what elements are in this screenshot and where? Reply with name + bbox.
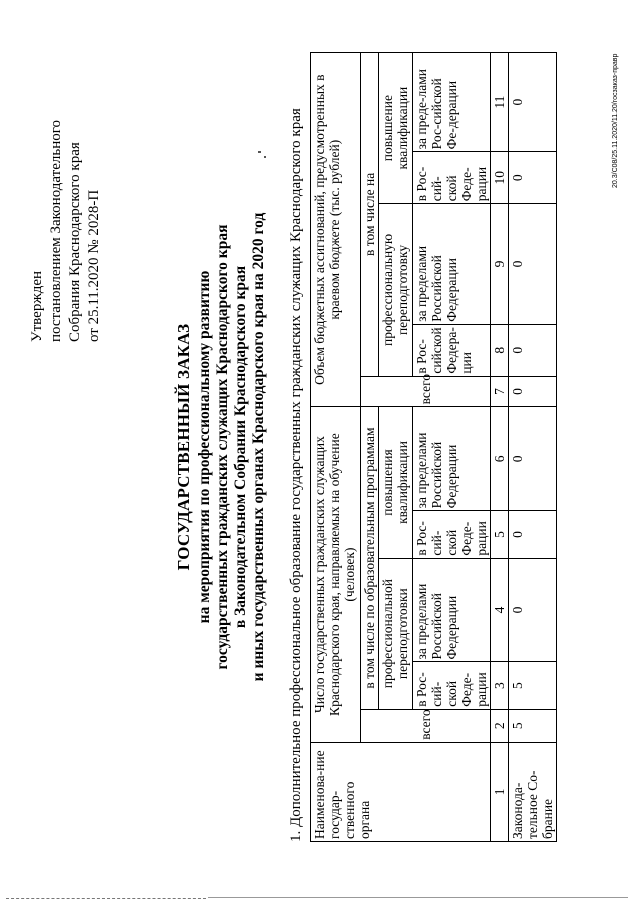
row-value: 0 (509, 53, 557, 152)
header-total: всего (361, 376, 491, 407)
header-qualification-acc: повышение квалификации (379, 53, 413, 204)
row-value: 0 (509, 204, 557, 324)
column-number: 4 (491, 558, 509, 662)
header-including-programs: в том числе по образовательным программам (361, 407, 379, 709)
row-value: 0 (509, 376, 557, 407)
document-subtitle: в Законодательном Собрании Краснодарского края (232, 265, 249, 629)
header-in-russia: в Рос-сий-ской Феде-рации (413, 152, 491, 204)
column-number: 10 (491, 152, 509, 204)
print-stamp: 20.3/С08/25.11.2020/11.20/госзаказ-правр (612, 53, 619, 188)
row-value: 0 (509, 511, 557, 558)
header-people-count: Число государственных гражданских служащих Краснодарского края, направляемых на обучение (человек) (311, 407, 361, 742)
header-outside-russia: за преде-лами Рос-сийской Фе-дерации (413, 53, 491, 152)
column-number-row (491, 53, 509, 842)
scan-edge-dashes (6, 898, 206, 899)
rotated-document-page (24, 52, 584, 842)
column-number: 11 (491, 53, 509, 152)
approval-block (28, 52, 104, 342)
column-number: 7 (491, 376, 509, 407)
row-org-name: Законода-тельное Со-брание (509, 742, 557, 841)
table-row (509, 53, 557, 842)
header-in-russia: в Рос-сий-ской Феде-рации (413, 662, 491, 709)
column-number: 8 (491, 324, 509, 376)
document-subtitle: государственных гражданских служащих Краснодарского края (214, 224, 231, 670)
approval-line: постановлением Законодательного (48, 119, 64, 342)
header-prof-retraining: профессиональной переподготовки (379, 558, 413, 709)
header-outside-russia: за пределами Российской Федерации (413, 204, 491, 324)
scan-speck (258, 151, 261, 153)
header-in-russia: в Рос-сий-ской Феде-рации (413, 511, 491, 558)
document-subtitle: на мероприятия по профессиональному развитию (196, 270, 213, 624)
row-value: 5 (509, 709, 557, 742)
column-number: 2 (491, 709, 509, 742)
document-title: ГОСУДАРСТВЕННЫЙ ЗАКАЗ (174, 323, 193, 571)
header-budget: Объем бюджетных ассигнований, предусмотренных в краевом бюджете (тыс. рублей) (311, 53, 361, 407)
row-value: 5 (509, 662, 557, 709)
header-including-on: в том числе на (361, 53, 379, 377)
column-number: 1 (491, 742, 509, 841)
column-number: 3 (491, 662, 509, 709)
scan-edge-line (208, 897, 628, 898)
row-value: 0 (509, 558, 557, 662)
row-value: 0 (509, 152, 557, 204)
state-order-table (310, 52, 557, 842)
scan-speck (264, 156, 266, 158)
column-number: 9 (491, 204, 509, 324)
header-outside-russia: за пределами Российской Федерации (413, 558, 491, 662)
approval-line: Утвержден (29, 270, 45, 342)
approval-date: от 25.11.2020 № 2028-П (86, 189, 102, 342)
header-prof-retraining-acc: профессиональную переподготовку (379, 204, 413, 376)
row-value: 0 (509, 407, 557, 511)
header-qualification: повышения квалификации (379, 407, 413, 558)
header-total: всего (361, 709, 491, 742)
approval-line: Собрания Краснодарского края (67, 142, 83, 342)
row-value: 0 (509, 324, 557, 376)
section-heading: 1. Дополнительное профессиональное образование государственных гражданских служащих Краснодарского края (288, 108, 304, 842)
header-outside-russia: за пределами Российской Федерации (413, 407, 491, 511)
column-number: 5 (491, 511, 509, 558)
column-number: 6 (491, 407, 509, 511)
document-subtitle: и иных государственных органах Краснодарского края на 2020 год (250, 212, 267, 682)
header-org-name: Наименова-ние государ-ственного органа (311, 742, 491, 841)
header-in-russia: в Рос-сийской Федера-ции (413, 324, 491, 376)
